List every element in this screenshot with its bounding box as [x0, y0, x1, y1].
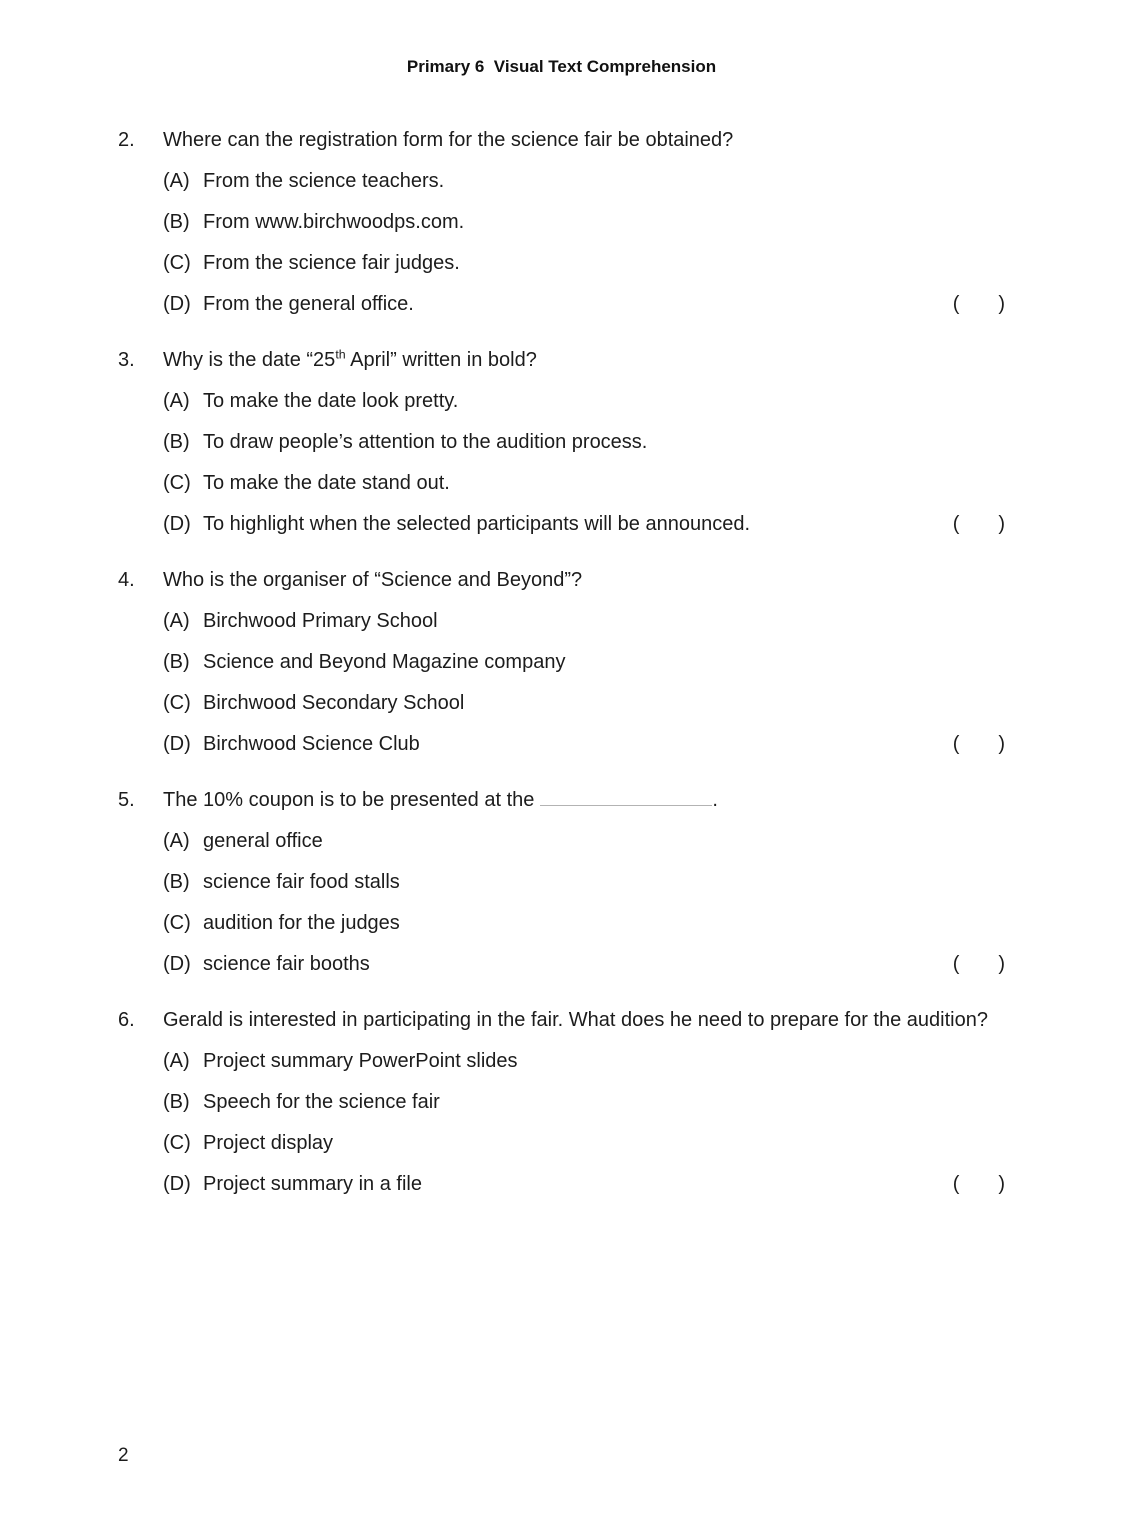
option-text: science fair food stalls — [203, 871, 400, 893]
answer-brackets: ( ) — [952, 513, 1005, 535]
option-text: Birchwood Primary School — [203, 610, 438, 632]
question-number: 6. — [118, 1009, 135, 1031]
question-5 — [118, 782, 1005, 982]
option-c — [163, 685, 1005, 721]
option-label: (A) — [163, 830, 190, 852]
page-number: 2 — [118, 1445, 129, 1466]
page-header: Primary 6 Visual Text Comprehension — [406, 57, 717, 76]
option-a — [163, 823, 1005, 859]
option-text: audition for the judges — [203, 912, 400, 934]
option-label: (A) — [163, 1050, 190, 1072]
option-text: To draw people’s attention to the audition process. — [203, 431, 648, 453]
question-text-after: April” written in bold? — [345, 349, 537, 371]
question-3-stem — [118, 342, 1005, 378]
option-text: Project display — [203, 1132, 334, 1154]
questions-list — [0, 77, 1123, 1202]
option-text: science fair booths — [203, 953, 370, 975]
question-6-options — [163, 1043, 1005, 1202]
option-text: To make the date look pretty. — [203, 390, 459, 412]
option-label: (A) — [163, 170, 190, 192]
answer-brackets: ( ) — [952, 293, 1005, 315]
question-text: Gerald is interested in participating in the fair. What does he need to prepare for the audition? — [163, 1009, 988, 1031]
option-label: (B) — [163, 431, 190, 453]
option-b — [163, 864, 1005, 900]
option-label: (D) — [163, 1173, 191, 1195]
question-number: 5. — [118, 789, 135, 811]
option-text: From the science teachers. — [203, 170, 445, 192]
option-label: (C) — [163, 912, 191, 934]
option-text: Project summary PowerPoint slides — [203, 1050, 518, 1072]
option-d — [163, 506, 1005, 542]
option-label: (B) — [163, 1091, 190, 1113]
option-label: (D) — [163, 513, 191, 535]
question-6 — [118, 1002, 1005, 1202]
option-label: (C) — [163, 1132, 191, 1154]
question-4-options — [163, 603, 1005, 762]
question-4 — [118, 562, 1005, 762]
option-b — [163, 1084, 1005, 1120]
option-label: (B) — [163, 211, 190, 233]
option-text: From the science fair judges. — [203, 252, 460, 274]
option-label: (B) — [163, 871, 190, 893]
option-text: Speech for the science fair — [203, 1091, 440, 1113]
question-text-before-blank: The 10% coupon is to be presented at the — [163, 789, 535, 811]
option-text: Birchwood Science Club — [203, 733, 420, 755]
option-label: (C) — [163, 252, 191, 274]
option-text: Project summary in a file — [203, 1173, 422, 1195]
option-c — [163, 465, 1005, 501]
option-b — [163, 644, 1005, 680]
option-label: (D) — [163, 953, 191, 975]
question-2 — [118, 122, 1005, 322]
option-b — [163, 204, 1005, 240]
question-2-options — [163, 163, 1005, 322]
option-label: (C) — [163, 472, 191, 494]
option-c — [163, 245, 1005, 281]
option-text: From the general office. — [203, 293, 414, 315]
question-2-stem — [118, 122, 1005, 158]
question-text-suffix: . — [712, 789, 718, 811]
question-number: 4. — [118, 569, 135, 591]
question-number: 2. — [118, 129, 135, 151]
option-text: From www.birchwoodps.com. — [203, 211, 465, 233]
option-text: general office — [203, 830, 323, 852]
question-text: Where can the registration form for the science fair be obtained? — [163, 129, 734, 151]
option-a — [163, 1043, 1005, 1079]
option-a — [163, 163, 1005, 199]
answer-blank — [540, 801, 712, 806]
option-label: (A) — [163, 610, 190, 632]
option-a — [163, 603, 1005, 639]
option-d — [163, 726, 1005, 762]
option-b — [163, 424, 1005, 460]
option-label: (D) — [163, 293, 191, 315]
question-text — [163, 342, 1005, 378]
answer-brackets: ( ) — [952, 733, 1005, 755]
question-5-options — [163, 823, 1005, 982]
option-text: To highlight when the selected participants will be announced. — [203, 513, 751, 535]
option-text: Science and Beyond Magazine company — [203, 651, 566, 673]
question-4-stem — [118, 562, 1005, 598]
question-text-before: Why is the date “25 — [163, 349, 336, 371]
question-6-stem — [118, 1002, 1005, 1038]
option-label: (C) — [163, 692, 191, 714]
question-3 — [118, 342, 1005, 542]
question-5-stem — [118, 782, 1005, 818]
answer-brackets: ( ) — [952, 1173, 1005, 1195]
option-label: (A) — [163, 390, 190, 412]
option-c — [163, 905, 1005, 941]
option-label: (D) — [163, 733, 191, 755]
superscript-th: th — [335, 347, 346, 362]
option-label: (B) — [163, 651, 190, 673]
option-d — [163, 946, 1005, 982]
question-text — [163, 782, 1005, 818]
question-number: 3. — [118, 349, 135, 371]
option-d — [163, 286, 1005, 322]
option-c — [163, 1125, 1005, 1161]
question-3-options — [163, 383, 1005, 542]
option-text: To make the date stand out. — [203, 472, 450, 494]
option-d — [163, 1166, 1005, 1202]
answer-brackets: ( ) — [952, 953, 1005, 975]
question-text: Who is the organiser of “Science and Beyond”? — [163, 569, 583, 591]
option-a — [163, 383, 1005, 419]
option-text: Birchwood Secondary School — [203, 692, 465, 714]
